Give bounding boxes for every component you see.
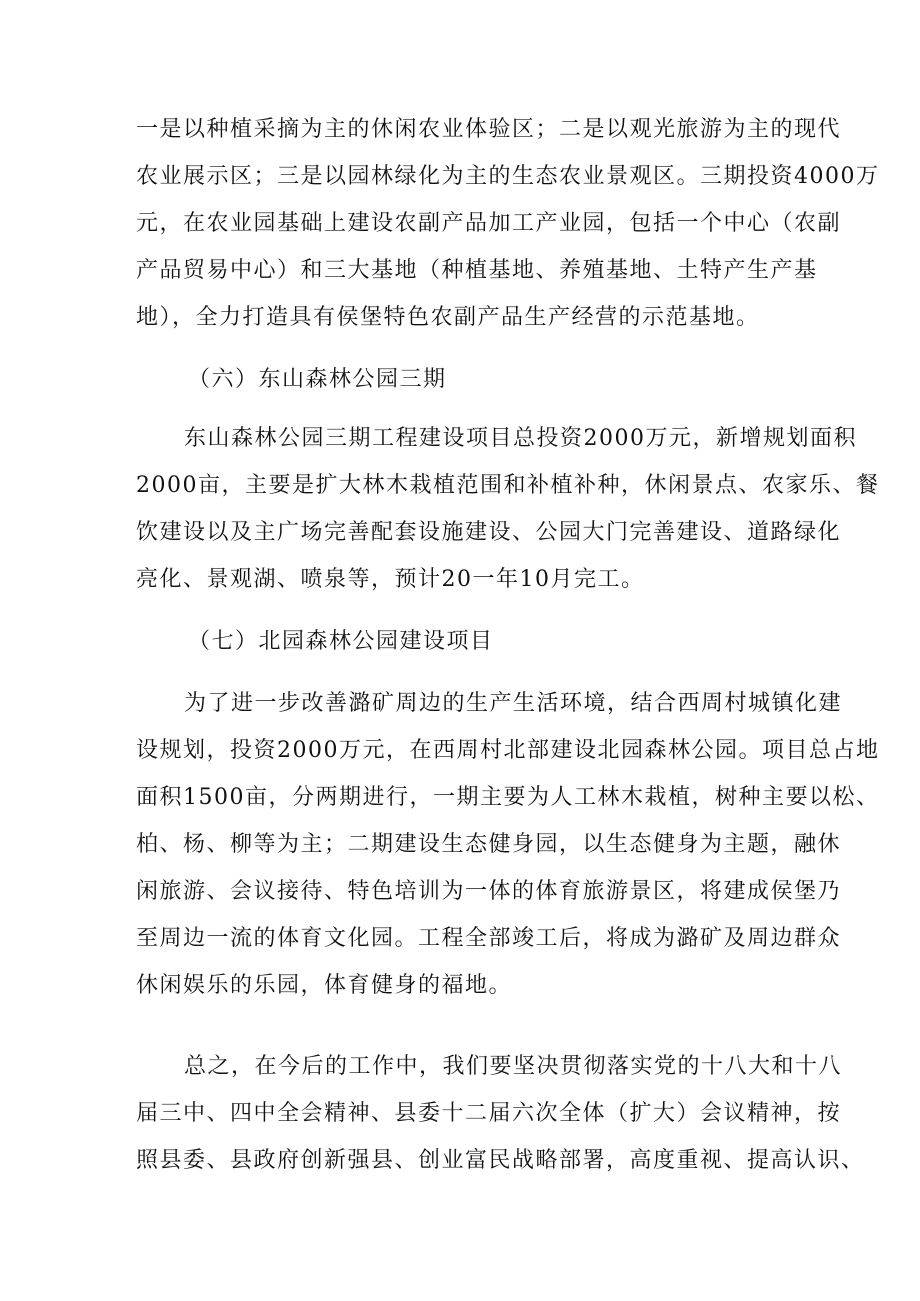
heading-text: （六）东山森林公园三期 (188, 367, 447, 392)
text-line: 2000亩，主要是扩大林木栽植范围和补植补种，休闲景点、农家乐、餐 (136, 473, 880, 498)
text-line: 柏、杨、柳等为主；二期建设生态健身园，以生态健身为主题，融休 (136, 832, 842, 857)
text-line: 为了进一步改善潞矿周边的生产生活环境，结合西周村城镇化建 (184, 691, 843, 716)
heading-text: （七）北园森林公园建设项目 (188, 629, 494, 654)
text-line: 至周边一流的体育文化园。工程全部竣工后，将成为潞矿及周边群众 (136, 926, 842, 951)
text-line: 闲旅游、会议接待、特色培训为一体的体育旅游景区，将建成侯堡乃 (136, 879, 842, 904)
text-line: 元，在农业园基础上建设农副产品加工产业园，包括一个中心（农副 (136, 211, 842, 236)
text-line: 亮化、景观湖、喷泉等，预计20一年10月完工。 (136, 567, 645, 592)
text-line: 总之，在今后的工作中，我们要坚决贯彻落实党的十八大和十八 (184, 1054, 843, 1079)
text-line: 届三中、四中全会精神、县委十二届六次全体（扩大）会议精神，按 (136, 1101, 842, 1126)
section-heading-6 (136, 356, 796, 403)
text-line: 设规划，投资2000万元，在西周村北部建设北园森林公园。项目总占地 (136, 738, 880, 763)
text-line: 东山森林公园三期工程建设项目总投资2000万元，新增规划面积 (184, 426, 857, 451)
text-line: 产品贸易中心）和三大基地（种植基地、养殖基地、土特产生产基 (136, 258, 818, 283)
text-line: 休闲娱乐的乐园，体育健身的福地。 (136, 973, 513, 998)
text-line: 一是以种植采摘为主的休闲农业体验区；二是以观光旅游为主的现代 (136, 117, 842, 142)
text-line: 面积1500亩，分两期进行，一期主要为人工林木栽植，树种主要以松、 (136, 785, 880, 810)
text-line: 农业展示区；三是以园林绿化为主的生态农业景观区。三期投资4000万 (136, 164, 880, 189)
paragraph-beiyuan-park (136, 680, 880, 1009)
paragraph-continuation (136, 106, 880, 341)
paragraph-conclusion (136, 1043, 865, 1184)
paragraph-dongshan-park (136, 415, 880, 603)
text-line: 地），全力打造具有侯堡特色农副产品生产经营的示范基地。 (136, 305, 760, 330)
text-line: 照县委、县政府创新强县、创业富民战略部署，高度重视、提高认识、 (136, 1148, 865, 1173)
section-heading-7 (136, 618, 796, 665)
text-line: 饮建设以及主广场完善配套设施建设、公园大门完善建设、道路绿化 (136, 520, 842, 545)
